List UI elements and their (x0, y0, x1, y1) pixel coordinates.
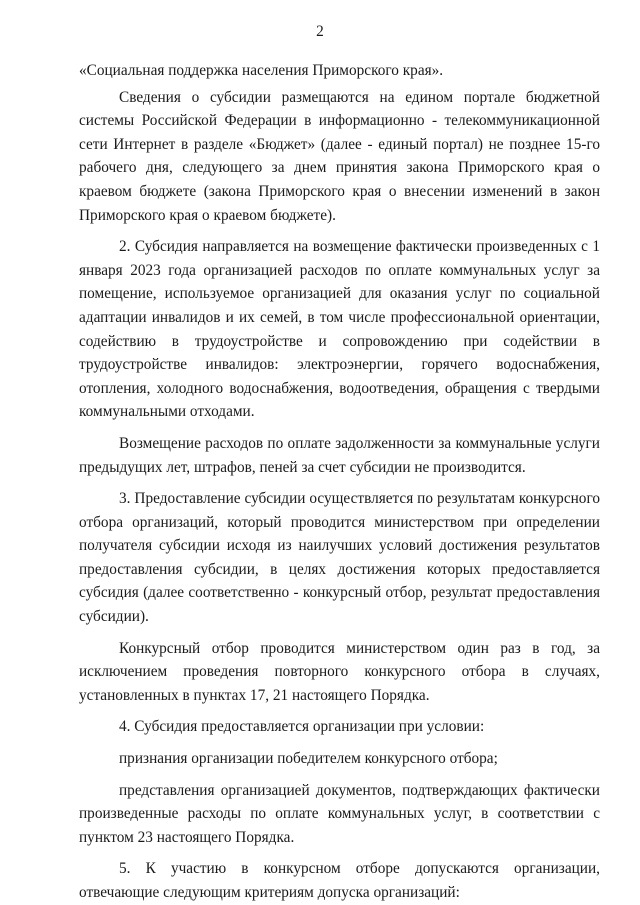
paragraph-selection-frequency: Конкурсный отбор проводится министерством один раз в год, за исключением проведения повторного конкурсного отбора в случаях, установленных в пунктах 17, 21 настоящего Порядка. (79, 639, 600, 704)
paragraph-item-5: 5. К участию в конкурсном отборе допускаются организации, отвечающие следующим критериям допуска организаций: (79, 860, 600, 901)
paragraph-condition-documents: представления организацией документов, подтверждающих фактически произведенные расходы по оплате коммунальных услуг, в соответствии с пунктом 23 настоящего Порядка. (79, 781, 600, 846)
document-body (79, 59, 600, 905)
page-number: 2 (316, 23, 324, 40)
paragraph-program-name: «Социальная поддержка населения Приморского края». (79, 62, 444, 79)
paragraph-debt-reimbursement: Возмещение расходов по оплате задолженности за коммунальные услуги предыдущих лет, штрафов, пеней за счет субсидии не производится. (79, 434, 600, 476)
paragraph-item-2: 2. Субсидия направляется на возмещение фактически произведенных с 1 января 2023 года организацией расходов по оплате коммунальных услуг за помещение, используемое организацией для оказания услуг по социальной адаптации инвалидов и их семей, в том числе профессиональной ориентации, содействию в трудоустройстве и сопровождению при содействии в трудоустройстве инвалидов: электроэнергии, горячего водоснабжения, отопления, холодного водоснабжения, водоотведения, обращения с твердыми коммунальными отходами. (79, 238, 600, 421)
paragraph-item-3: 3. Предоставление субсидии осуществляется по результатам конкурсного отбора организаций, который проводится министерством при определении получателя субсидии исходя из наилучших условий достижения результатов предоставления субсидии, в целях достижения которых предоставляется субсидия (далее соответственно - конкурсный отбор, результат предоставления субсидии). (79, 490, 600, 626)
paragraph-item-4: 4. Субсидия предоставляется организации при условии: (119, 718, 485, 736)
paragraph-subsidy-info: Сведения о субсидии размещаются на едином портале бюджетной системы Российской Федерации в информационно - телекоммуникационной сети Интернет в разделе «Бюджет» (далее - единый портал) не позднее 15-го рабочего дня, следующего за днем принятия закона Приморского края о краевом бюджете (закона Приморского края о внесении изменений в закон Приморского края о краевом бюджете). (79, 88, 600, 224)
paragraph-condition-winner: признания организации победителем конкурсного отбора; (119, 750, 498, 768)
